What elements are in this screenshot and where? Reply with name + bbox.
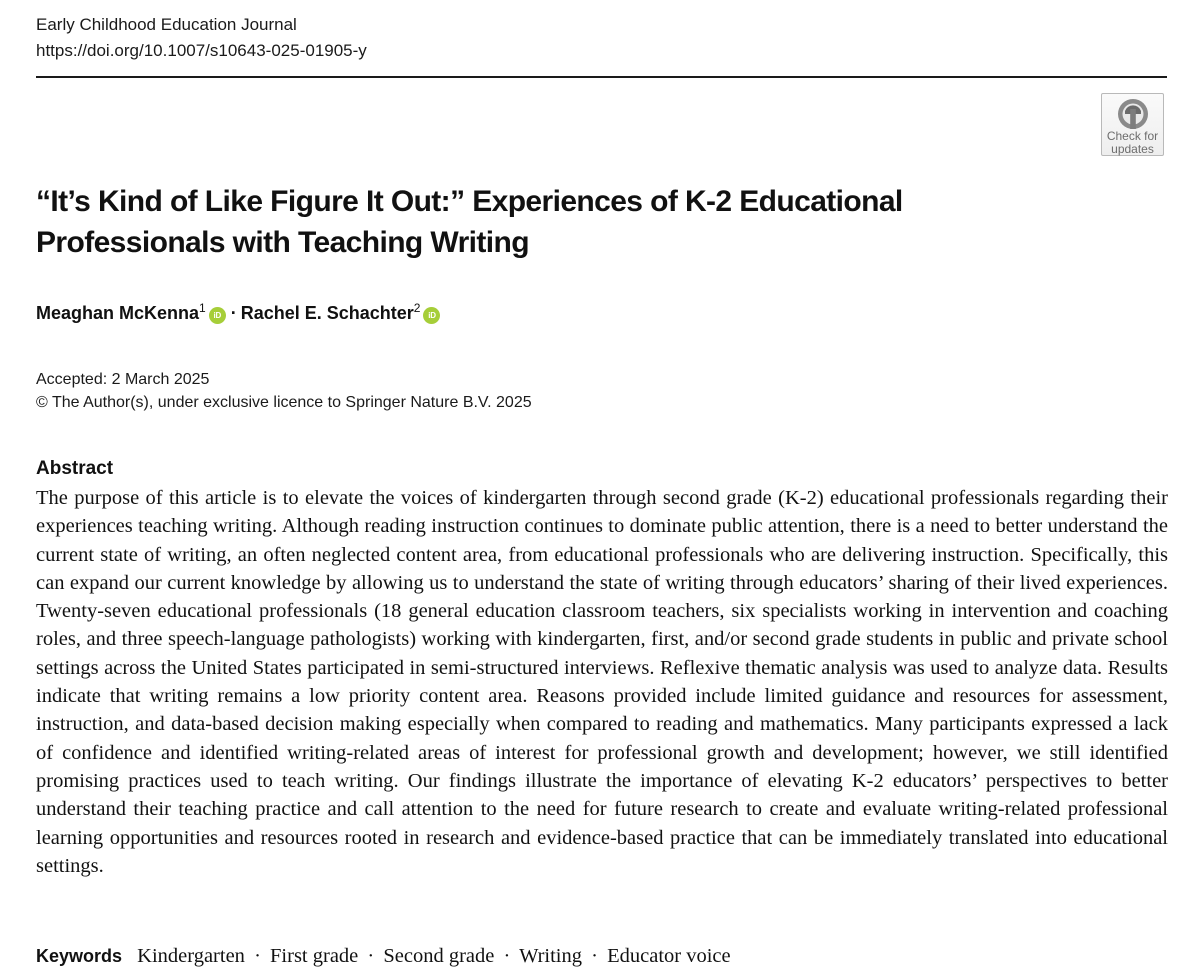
author-affiliation[interactable]: 1 [199,301,206,315]
keywords-line [36,942,731,970]
author-name[interactable]: Meaghan McKenna [36,303,200,323]
abstract-heading: Abstract [36,458,114,479]
accepted-date: Accepted: 2 March 2025 [36,371,210,388]
keyword: First grade [270,945,359,967]
keyword-separator: · [367,945,375,967]
copyright-notice: © The Author(s), under exclusive licence to Springer Nature B.V. 2025 [36,394,532,411]
keyword: Second grade [383,945,495,967]
author-list [36,300,445,326]
keyword: Kindergarten [137,945,245,967]
keyword: Writing [519,945,583,967]
keyword: Educator voice [607,945,731,967]
orcid-icon[interactable]: iD [423,307,440,324]
author-name[interactable]: Rachel E. Schachter [240,303,414,323]
abstract-text: The purpose of this article is to elevate the voices of kindergarten through second grade (K-2) educational professionals regarding their experiences teaching writing. Although reading instruction continues to dominate public attention, there is a need to better understand the current state of writing, an often neglected content area, from educational professionals who are delivering instruction. Specifically, this can expand our current knowledge by allowing us to understand the state of writing through educators’ sharing of their lived experiences. Twenty-seven educational professionals (18 general education classroom teachers, six specialists working in intervention and coaching roles, and three speech-language pathologists) working with kindergarten, first, and/or second grade students in public and private school settings across the United States participated in semi-structured interviews. Reflexive thematic analysis was used to analyze data. Results indicate that writing remains a low priority content area. Reasons provided include limited guidance and resources for assessment, instruction, and data-based decision making especially when compared to reading and mathematics. Many participants expressed a lack of confidence and identified writing-related areas of interest for professional growth and development; however, we still identified promising practices used to teach writing. Our findings illustrate the importance of elevating K-2 educators’ perspectives to better understand their teaching practice and call attention to the need for future research to create and evaluate writing-related professional learning opportunities and resources rooted in research and evidence-based practice that can be immediately translated into educational settings. [36,487,1168,877]
keyword-separator: · [591,945,598,967]
orcid-icon[interactable]: iD [209,307,226,324]
author-affiliation[interactable]: 2 [413,301,421,315]
crossmark-icon [1116,97,1150,131]
article-title: “It’s Kind of Like Figure It Out:” Experiences of K-2 Educational Professionals with Teaching Writing [36,185,903,259]
journal-header [36,12,367,64]
keyword-separator: · [254,945,261,967]
journal-name: Early Childhood Education Journal [36,15,297,34]
badge-label: Check for updates [1106,129,1159,156]
check-for-updates-badge[interactable] [1101,93,1164,156]
header-rule [36,76,1167,78]
article-meta [36,368,532,414]
keywords-label: Keywords [36,946,123,966]
keyword-separator: · [503,945,511,967]
author-separator: · [230,303,237,323]
doi-link[interactable]: https://doi.org/10.1007/s10643-025-01905-y [36,41,367,60]
